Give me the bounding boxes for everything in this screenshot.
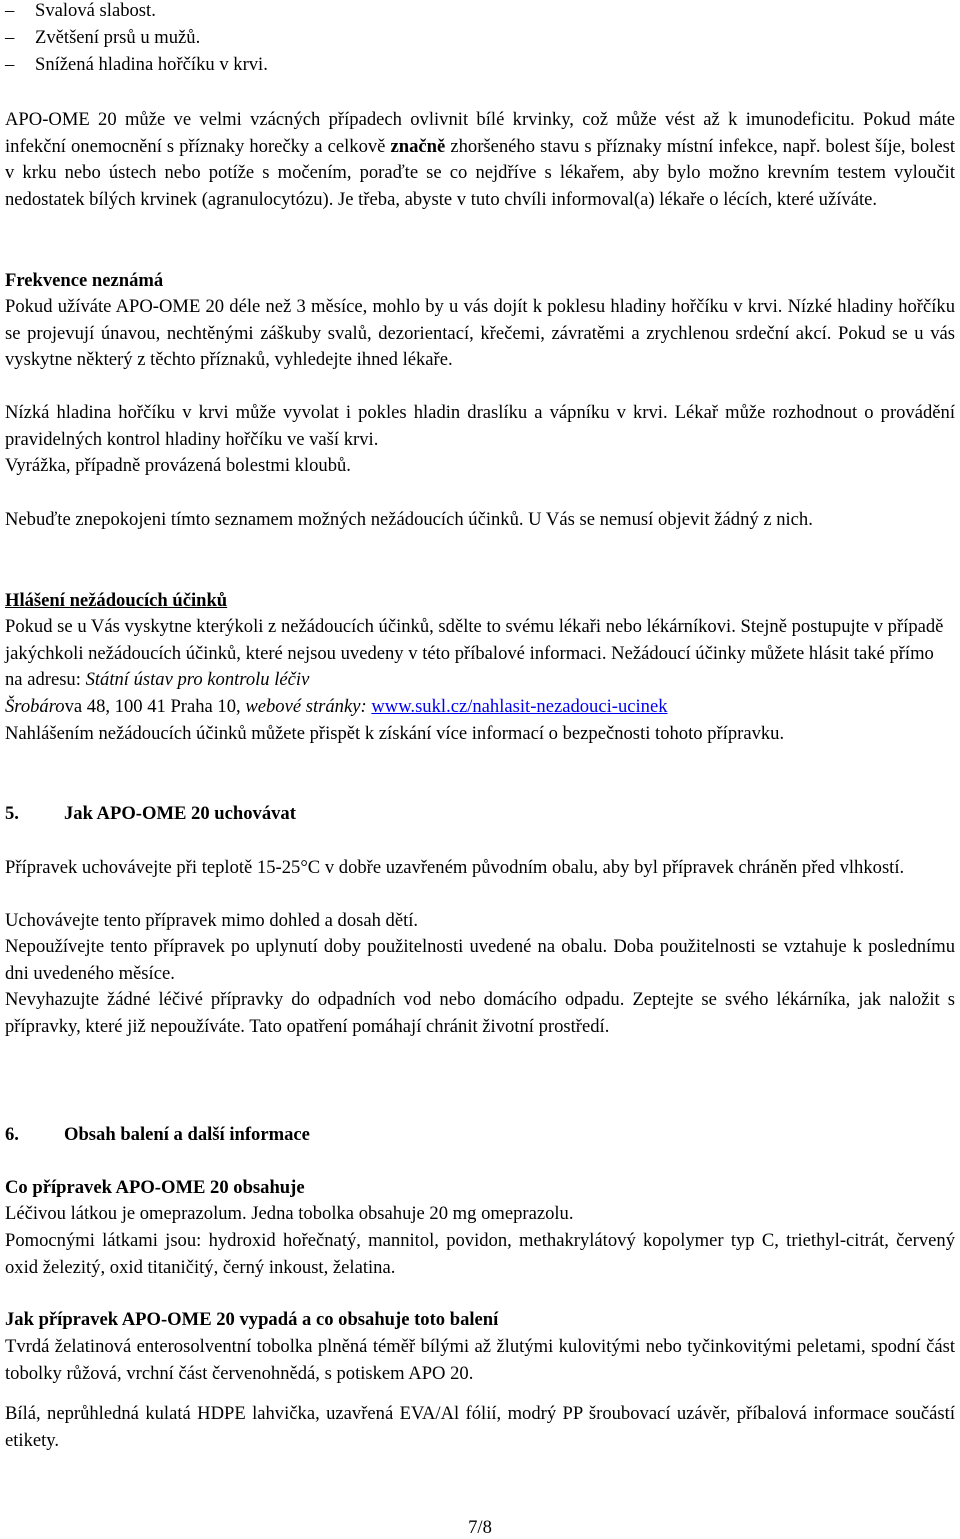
section-number: 5.: [5, 803, 19, 824]
paragraph-active-substance: Léčivou látkou je omeprazolum. Jedna tobolka obsahuje 20 mg omeprazolu.: [5, 1203, 574, 1224]
paragraph-report-benefit: Nahlášením nežádoucích účinků můžete přispět k získání více informací o bezpečnosti tohoto přípravku.: [5, 723, 785, 744]
list-marker: –: [5, 0, 15, 21]
paragraph-expiry: Nepoužívejte tento přípravek po uplynutí doby použitelnosti uvedené na obalu. Doba použitelnosti se vztahuje k poslednímu dni uvedeného měsíce.: [5, 936, 955, 984]
list-marker: –: [5, 27, 15, 48]
section-title: Obsah balení a další informace: [64, 1124, 310, 1145]
paragraph-excipients: Pomocnými látkami jsou: hydroxid hořečnatý, mannitol, povidon, methakrylátový kopolymer typ C, triethyl-citrát, červený oxid železitý, oxid titaničitý, černý inkoust, želatina.: [5, 1230, 955, 1278]
paragraph-packaging: Bílá, neprůhledná kulatá HDPE lahvička, uzavřená EVA/Al fólií, modrý PP šroubovací uzávěr, příbalová informace součástí etikety.: [5, 1403, 955, 1451]
heading-contents: Co přípravek APO-OME 20 obsahuje: [5, 1177, 305, 1198]
list-item: [5, 0, 156, 25]
heading-reporting: Hlášení nežádoucích účinků: [5, 590, 228, 611]
list-item: [5, 52, 268, 79]
paragraph-capsule: Tvrdá želatinová enterosolventní tobolka plněná téměř bílými až žlutými kulovitými nebo tyčinkovitými peletami, spodní část tobolky růžová, vrchní část červenohnědá, s potiskem APO 20.: [5, 1336, 955, 1384]
paragraph-reassurance: Nebuďte znepokojeni tímto seznamem možných nežádoucích účinků. U Vás se nemusí objevit žádný z nich.: [5, 509, 813, 530]
emphasis-text: značně: [390, 135, 446, 157]
list-item-text: Svalová slabost.: [35, 0, 156, 21]
paragraph-reporting: Pokud se u Vás vyskytne kterýkoli z nežádoucích účinků, sdělte to svému lékaři nebo lékárníkovi. Stejně postupujte v případě jakýchkoli nežádoucích účinků, které nejsou uvedeny v této příbalové informaci. Nežádoucí účinky můžete hlásit také přímo na adresu: Státní ústav pro kontrolu léčiv Šrobárova 48, 100 41 Praha 10, webové stránky: www.sukl.cz/nahlasit-nezadouci-ucinek: [5, 616, 944, 717]
paragraph-rash: Vyrážka, případně provázená bolestmi kloubů.: [5, 455, 351, 476]
page-number: 7/8: [468, 1517, 492, 1538]
sukl-link[interactable]: www.sukl.cz/nahlasit-nezadouci-ucinek: [371, 695, 668, 717]
section-5-heading: [5, 801, 955, 828]
paragraph-children: Uchovávejte tento přípravek mimo dohled a dosah dětí.: [5, 910, 419, 931]
section-6-heading: [5, 1122, 955, 1149]
paragraph-white-cells: APO-OME 20 může ve velmi vzácných případech ovlivnit bílé krvinky, což může vést až k imunodeficitu. Pokud máte infekční onemocnění s příznaky horečky a celkově značně zhoršeného stavu s příznaky místní infekce, např. bolest šíje, bolest v krku nebo ústech nebo potíže s močením, poraďte se co nejdříve s lékařem, aby bylo možno krevním testem vyloučit nedostatek bílých krvinek (agranulocytózu). Je třeba, abyste v tuto chvíli informoval(a) lékaře o lécích, které užíváte.: [5, 109, 955, 210]
list-marker: –: [5, 54, 15, 75]
paragraph-magnesium: Pokud užíváte APO-OME 20 déle než 3 měsíce, mohlo by u vás dojít k poklesu hladiny hořčíku v krvi. Nízké hladiny hořčíku se projevují únavou, nechtěnými záškuby svalů, dezorientací, křečemi, závratěmi a zrychlenou srdeční akcí. Pokud se u vás vyskytne některý z těchto příznaků, vyhledejte ihned lékaře.: [5, 296, 955, 371]
paragraph-storage: Přípravek uchovávejte při teplotě 15-25°C v dobře uzavřeném původním obalu, aby byl přípravek chráněn před vlhkostí.: [5, 857, 905, 878]
heading-frequency: Frekvence neznámá: [5, 270, 164, 291]
paragraph-potassium: Nízká hladina hořčíku v krvi může vyvolat i pokles hladin draslíku a vápníku v krvi. Lékař může rozhodnout o provádění pravidelných kontrol hladiny hořčíku ve vaší krvi.: [5, 402, 955, 450]
paragraph-disposal: Nevyhazujte žádné léčivé přípravky do odpadních vod nebo domácího odpadu. Zeptejte se svého lékárníka, jak naložit s přípravky, které již nepoužíváte. Tato opatření pomáhají chránit životní prostředí.: [5, 989, 955, 1037]
section-title: Jak APO-OME 20 uchovávat: [64, 803, 296, 824]
institution-name: Státní ústav pro kontrolu léčiv: [85, 669, 310, 691]
list-item-text: Snížená hladina hořčíku v krvi.: [35, 54, 268, 75]
list-item-text: Zvětšení prsů u mužů.: [35, 27, 201, 48]
list-item: [5, 25, 200, 52]
heading-appearance: Jak přípravek APO-OME 20 vypadá a co obsahuje toto balení: [5, 1309, 499, 1330]
section-number: 6.: [5, 1124, 19, 1145]
